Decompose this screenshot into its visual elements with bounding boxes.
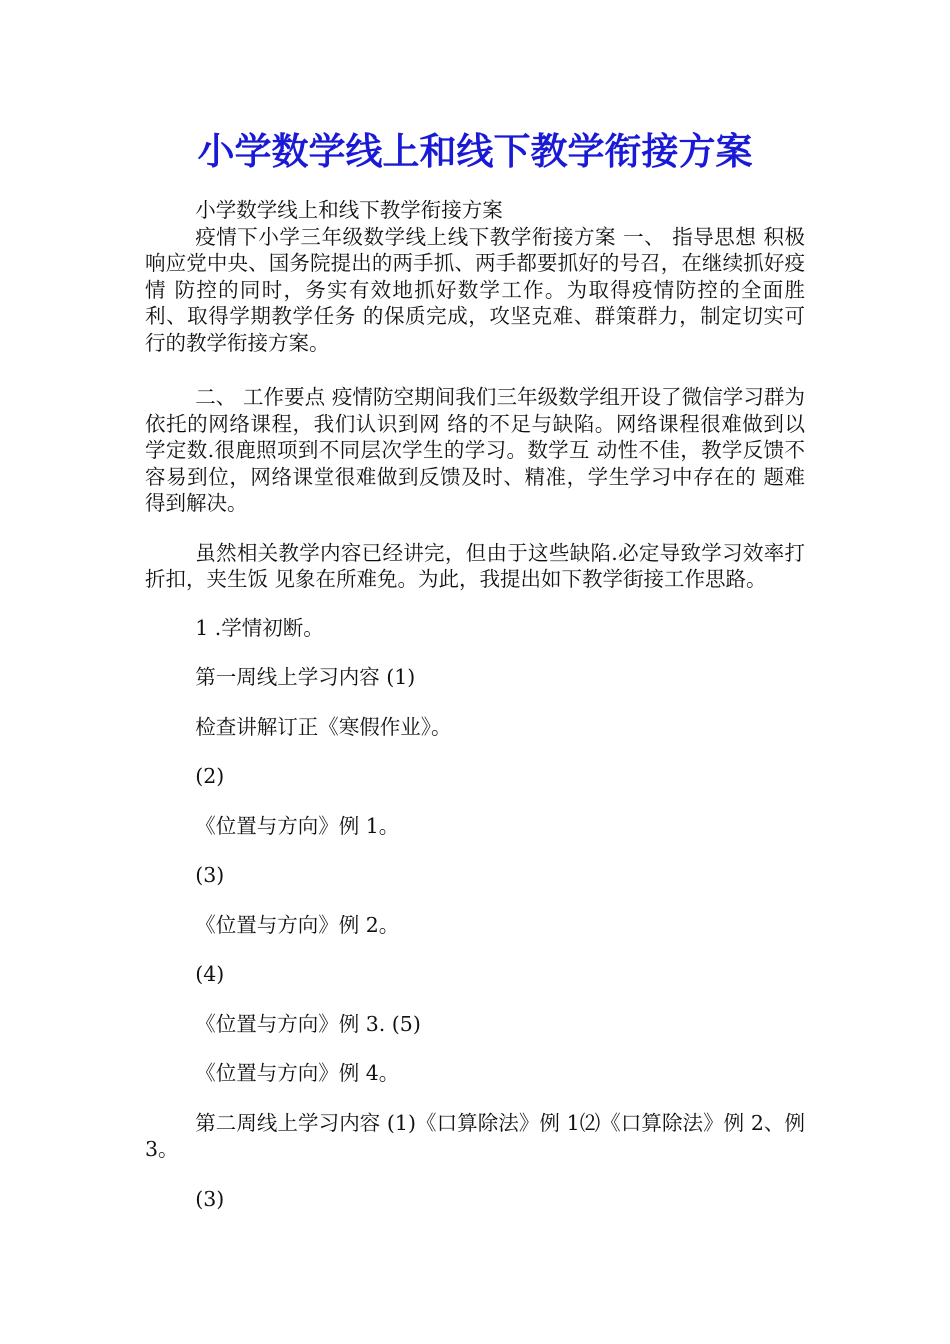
document-body xyxy=(145,197,805,1212)
paragraph-item: (2) xyxy=(195,764,225,788)
paragraph-subtitle: 小学数学线上和线下教学衔接方案 xyxy=(195,198,503,222)
paragraph-item: 第二周线上学习内容 (1)《口算除法》例 1⑵《口算除法》例 2、例 3。 xyxy=(145,1110,805,1161)
paragraph-work-points: 二、 工作要点 疫情防空期间我们三年级数学组开设了微信学习群为依托的网络课程，我们认识到网 络的不足与缺陷。网络课程很难做到以学定数.很鹿照项到不同层次学生的学习。数学互 动性不佳，教学反馈不容易到位，网络课堂很难做到反馈及时、精准，学生学习中存在的 题难得到解决。 xyxy=(145,385,805,515)
paragraph-item: 《位置与方向》例 4。 xyxy=(195,1061,400,1085)
document-title: 小学数学线上和线下教学衔接方案 xyxy=(197,129,753,173)
paragraph-item: 检查讲解订正《寒假作业》。 xyxy=(195,714,452,739)
paragraph-item: (4) xyxy=(195,962,225,986)
paragraph-approach: 虽然相关教学内容已经讲完，但由于这些缺陷.必定导致学习效率打折扣，夹生饭 见象在所难免。为此，我提出如下教学街接工作思路。 xyxy=(145,540,805,591)
paragraph-item: 《位置与方向》例 1。 xyxy=(195,813,400,838)
paragraph-item: (3) xyxy=(195,863,225,887)
paragraph-guiding-ideology: 疫情下小学三年级数学线上线下教学衔接方案 一、 指导思想 积极响应党中央、国务院提出的两手抓、两手都要抓好的号召，在继续抓好疫情 防控的同时，务实有效地抓好数学工作。为取得疫情防控的全面胜利、取得学期教学任务 的保质完成，攻坚克难、群策群力，制定切实可行的教学衔接方案。 xyxy=(145,224,805,355)
paragraph-item: 《位置与方向》例 3. (5) xyxy=(195,1011,421,1036)
paragraph-item: 第一周线上学习内容 (1) xyxy=(195,665,416,689)
paragraph-item: 《位置与方向》例 2。 xyxy=(195,912,400,937)
paragraph-item: 1 .学情初断。 xyxy=(195,615,324,640)
paragraph-item: (3) xyxy=(195,1186,225,1211)
